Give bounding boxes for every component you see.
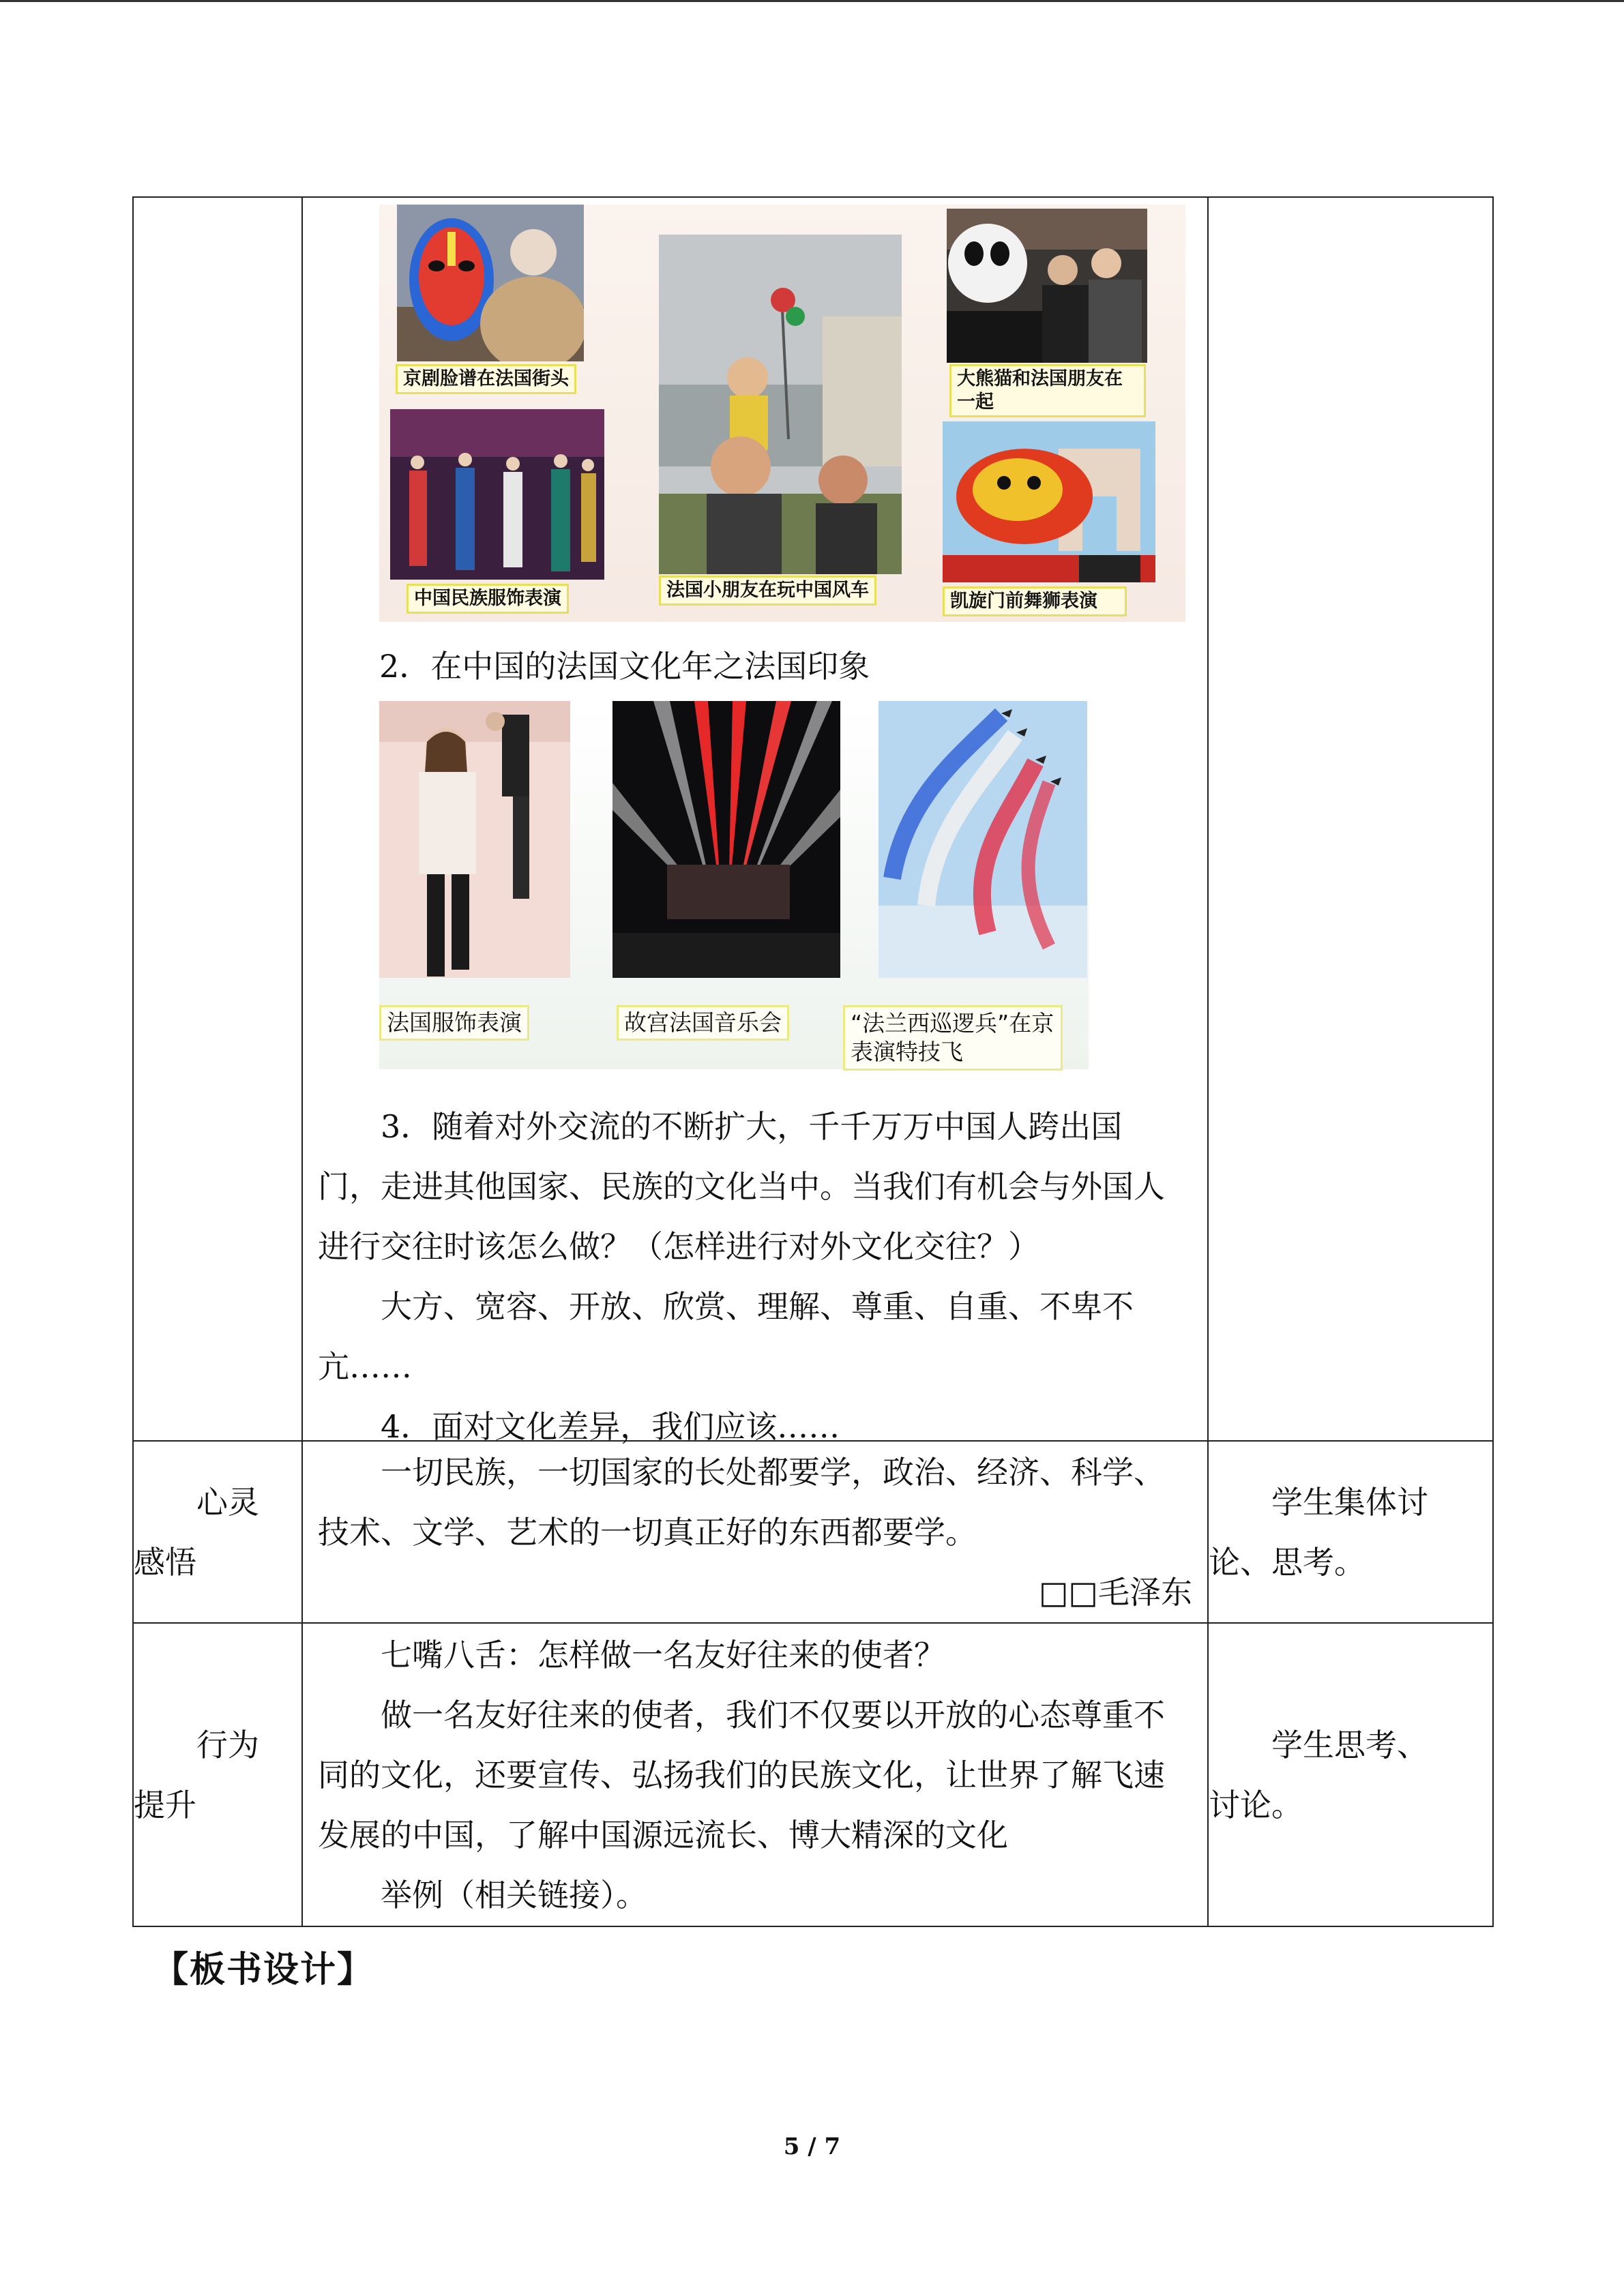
note-line: 讨论。 (1209, 1786, 1303, 1823)
item-2-title: 2．在中国的法国文化年之法国印象 (379, 648, 870, 685)
note-line: 论、思考。 (1209, 1543, 1365, 1581)
content-cell (302, 197, 1208, 1445)
photo-caption: 大熊猫和法国朋友在一起 (949, 364, 1146, 417)
panda-french-friends-photo (947, 209, 1147, 363)
stage-label-line: 提升 (134, 1786, 196, 1823)
quote-paragraph: 一切民族，一切国家的长处都要学，政治、经济、科学、技术、文学、艺术的一切真正好的东西都要学。 (318, 1453, 1165, 1551)
item-4-paragraph: 4．面对文化差异，我们应该…… (381, 1408, 840, 1445)
items-3-4 (303, 1097, 1209, 1457)
page-number: 5 / 7 (783, 2133, 841, 2160)
stage-label-line: 行为 (196, 1726, 259, 1763)
stage-label-line: 心灵 (196, 1483, 259, 1521)
discussion-question: 七嘴八舌：怎样做一名友好往来的使者？ (381, 1636, 945, 1673)
ethnic-costume-show-photo (390, 409, 604, 580)
table-row (133, 197, 1493, 1441)
note-line: 学生集体讨 (1271, 1483, 1428, 1521)
item-3-answer: 大方、宽容、开放、欣赏、理解、尊重、自重、不卑不亢…… (318, 1288, 1134, 1385)
lion-dance-arc-de-triomphe-photo (943, 421, 1155, 582)
lesson-plan-table (132, 196, 1494, 1927)
activity-note (1208, 1441, 1493, 1623)
board-design-heading: 【板书设计】 (153, 1950, 374, 1991)
content-cell (302, 1441, 1208, 1623)
photo-caption: 法国服饰表演 (379, 1005, 529, 1041)
fashion-show-photo (379, 701, 570, 978)
example-link: 举例（相关链接）。 (381, 1876, 647, 1913)
note-line: 学生思考、 (1271, 1726, 1428, 1763)
stage-label-cell-empty (133, 197, 302, 1441)
photo-caption: 京剧脸谱在法国街头 (396, 364, 576, 394)
pinwheel-kids-photo (659, 235, 902, 574)
photo-caption: 法国小朋友在玩中国风车 (659, 576, 876, 606)
photo-caption: “法兰西巡逻兵”在京表演特技飞 (843, 1005, 1063, 1071)
activity-note (1208, 1623, 1493, 1926)
photo-caption: 中国民族服饰表演 (407, 584, 569, 614)
china-culture-in-france-collage (379, 205, 1185, 622)
table-row (133, 1441, 1493, 1623)
stage-label-behavior (133, 1623, 302, 1926)
stage-label-line: 感悟 (134, 1543, 196, 1581)
photo-caption: 故宫法国音乐会 (617, 1005, 789, 1041)
content-cell (302, 1623, 1208, 1926)
stage-label-heart (133, 1441, 302, 1623)
discussion-answer: 做一名友好往来的使者，我们不仅要以开放的心态尊重不同的文化，还要宣传、弘扬我们的民族文化，让世界了解飞速发展的中国，了解中国源远流长、博大精深的文化 (318, 1696, 1165, 1853)
opera-mask-photo (397, 205, 584, 361)
note-cell-empty (1208, 197, 1493, 1441)
patrouille-de-france-photo (879, 701, 1087, 978)
forbidden-city-concert-photo (612, 701, 840, 978)
table-row (133, 1623, 1493, 1926)
photo-caption: 凯旋门前舞狮表演 (943, 586, 1127, 616)
item-3-paragraph: 3．随着对外交流的不断扩大，千千万万中国人跨出国门，走进其他国家、民族的文化当中。当我们有机会与外国人进行交往时该怎么做？（怎样进行对外文化交往？） (318, 1108, 1165, 1265)
quote-signature: □□毛泽东 (1039, 1573, 1192, 1611)
france-impression-collage (379, 701, 1089, 1069)
page-top-rule (0, 0, 1624, 2)
